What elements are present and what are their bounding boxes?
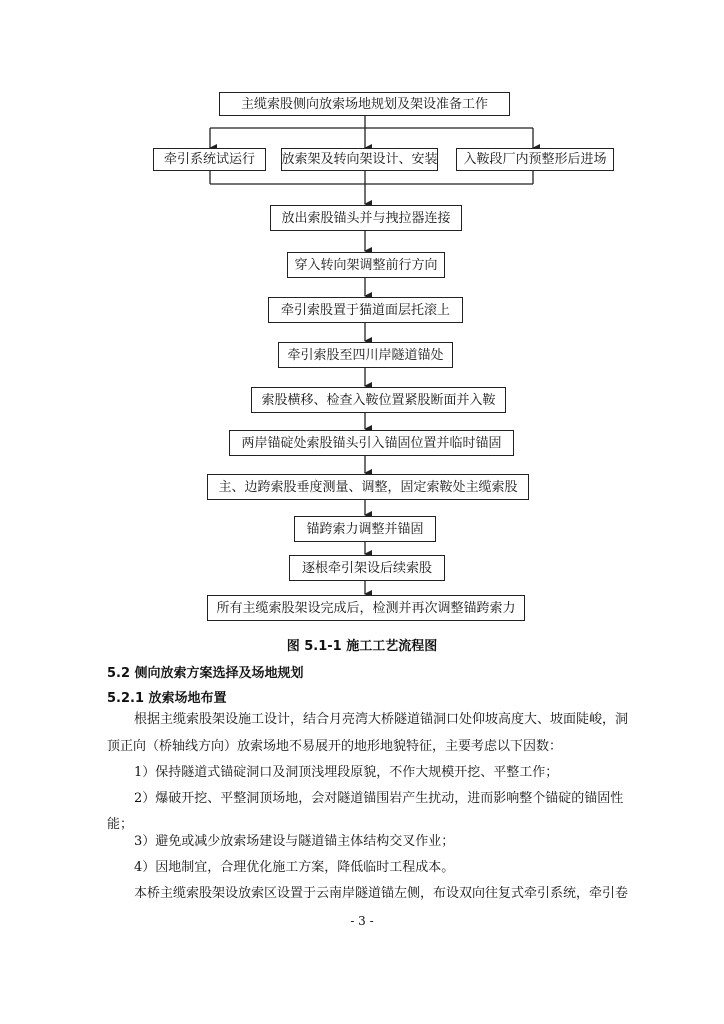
flow-step-4: [278, 342, 453, 368]
flow-step-label: 主、边跨索股垂度测量、调整，固定索鞍处主缆索股: [218, 479, 518, 495]
flow-box-branch-left: [153, 148, 266, 171]
paragraph-line: 本桥主缆索股架设放索区设置于云南岸隧道锚左侧，布设双向往复式牵引系统，牵引卷: [134, 886, 629, 901]
list-item: 3）避免或减少放索场建设与隧道锚主体结构交叉作业；: [134, 834, 455, 849]
flow-step-label: 牵引索股至四川岸隧道锚处: [287, 347, 444, 363]
flow-step-8: [294, 516, 436, 542]
flow-step-label: 穿入转向架调整前行方向: [294, 257, 438, 273]
section-heading: 5.2 侧向放索方案选择及场地规划: [107, 666, 304, 681]
flow-step-label: 逐根牵引架设后续索股: [301, 560, 432, 576]
page-number: - 3 -: [350, 914, 374, 928]
flow-step-label: 牵引索股置于猫道面层托滚上: [280, 302, 450, 318]
flow-box-branch-left-label: 牵引系统试运行: [163, 152, 255, 167]
flow-box-branch-right-label: 入鞍段厂内预整形后进场: [463, 152, 607, 167]
flow-box-branch-middle-label: 放索架及转向架设计、安装: [281, 152, 438, 167]
flow-step-6: [229, 430, 514, 456]
flow-step-label: 锚跨索力调整并锚固: [306, 521, 424, 537]
flow-box-branch-middle: [281, 148, 438, 171]
list-item-continuation: 能；: [107, 817, 134, 832]
paragraph-line: 根据主缆索股架设施工设计，结合月亮湾大桥隧道锚洞口处仰坡高度大、坡面陡峻，洞: [134, 712, 629, 727]
paragraph-line: 顶正向（桥轴线方向）放索场地不易展开的地形地貌特征，主要考虑以下因数：: [107, 739, 563, 754]
flow-step-label: 索股横移、检查入鞍位置紧股断面并入鞍: [261, 392, 496, 408]
flow-step-label: 两岸锚碇处索股锚头引入锚固位置并临时锚固: [241, 435, 502, 451]
flow-step-1: [270, 205, 462, 231]
flow-box-top-label: 主缆索股侧向放索场地规划及架设准备工作: [240, 96, 488, 112]
subsection-heading: 5.2.1 放索场地布置: [107, 691, 227, 706]
flow-box-branch-right: [456, 148, 614, 171]
flow-step-label: 放出索股锚头并与拽拉器连接: [281, 210, 451, 226]
flow-step-7: [207, 474, 529, 500]
flow-step-9: [289, 555, 445, 581]
figure-caption: 图 5.1-1 施工工艺流程图: [286, 639, 438, 654]
list-item: 1）保持隧道式锚碇洞口及洞顶浅埋段原貌，不作大规模开挖、平整工作；: [134, 765, 559, 780]
list-item: 2）爆破开挖、平整洞顶场地，会对隧道锚围岩产生扰动，进而影响整个锚碇的锚固性: [134, 791, 624, 806]
flow-box-top: [219, 92, 510, 116]
flow-step-5: [251, 387, 506, 413]
flow-step-10: [207, 595, 525, 621]
flow-step-2: [287, 252, 445, 278]
flow-step-3: [268, 297, 463, 323]
flow-step-label: 所有主缆索股架设完成后，检测并再次调整锚跨索力: [216, 600, 516, 616]
list-item: 4）因地制宜，合理优化施工方案，降低临时工程成本。: [134, 860, 455, 875]
